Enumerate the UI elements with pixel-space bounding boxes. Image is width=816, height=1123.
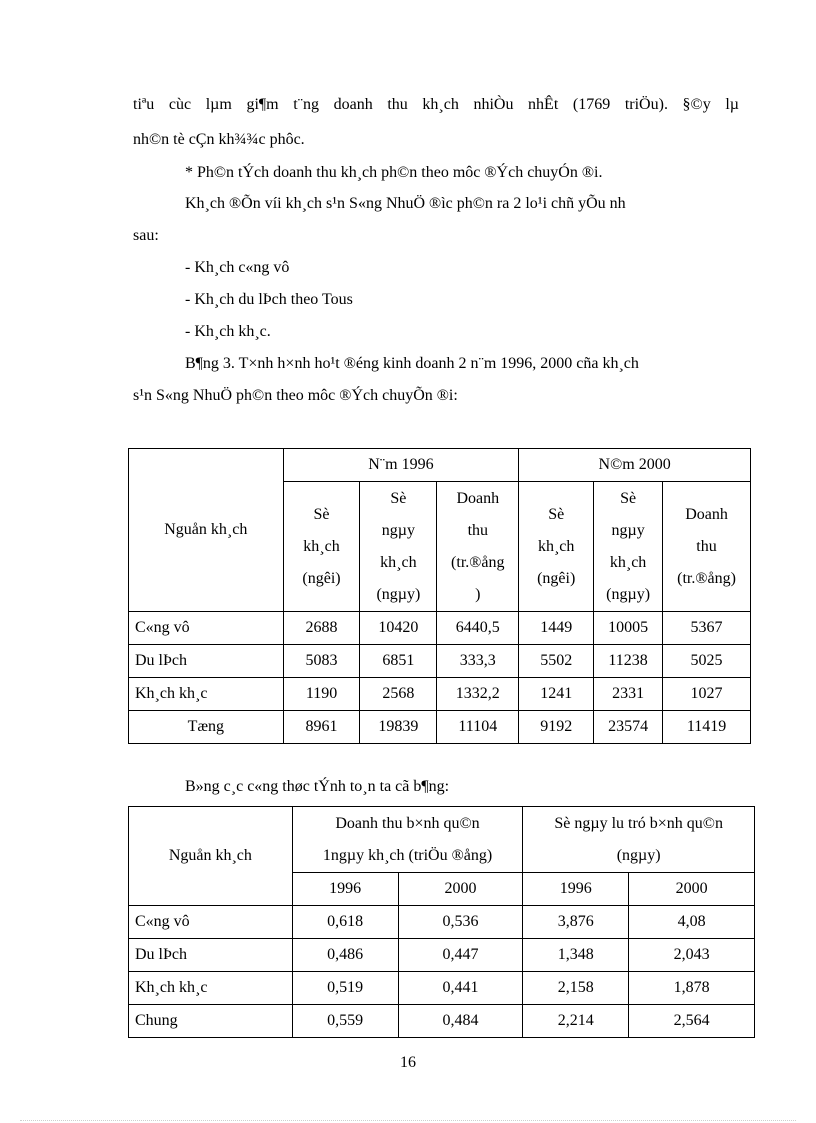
cell: 1241 xyxy=(519,678,594,711)
table-row xyxy=(129,711,751,744)
cell: 0,484 xyxy=(398,1005,523,1038)
cell: 0,536 xyxy=(398,906,523,939)
table-2-caption: B»ng c¸c c«ng thøc tÝnh to¸n ta cã b¶ng: xyxy=(185,778,450,795)
cell: 2,564 xyxy=(629,1005,755,1038)
revenue-header: Doanh thu (tr.®ång) xyxy=(663,482,751,612)
list-item: - Kh¸ch c«ng vô xyxy=(185,259,290,276)
cell: 1,878 xyxy=(629,972,755,1005)
list-item: - Kh¸ch du lÞch theo Tous xyxy=(185,291,353,308)
cell: 3,876 xyxy=(523,906,629,939)
paragraph-1-line-1: tiªu cùc lµm gi¶m t¨ng doanh thu kh¸ch nhiÒu nhÊt (1769 triÖu). §©y lµ xyxy=(133,96,739,113)
table-row xyxy=(129,906,755,939)
cell: 1027 xyxy=(663,678,751,711)
revenue-table xyxy=(128,448,751,744)
source-header: Nguån kh¸ch xyxy=(129,449,284,612)
table-row xyxy=(129,612,751,645)
cell: 0,559 xyxy=(292,1005,398,1038)
cell: 2,043 xyxy=(629,939,755,972)
cell: 5025 xyxy=(663,645,751,678)
year-header: 2000 xyxy=(629,873,755,906)
cell: 333,3 xyxy=(437,645,519,678)
paragraph-1-line-2: nh©n tè cÇn kh¾¾c phôc. xyxy=(133,131,305,148)
year-header: 1996 xyxy=(523,873,629,906)
cell: 2688 xyxy=(283,612,360,645)
cell: 10005 xyxy=(594,612,663,645)
paragraph-3-line-2: sau: xyxy=(133,227,159,244)
cell: 0,486 xyxy=(292,939,398,972)
year-1996-header: N¨m 1996 xyxy=(283,449,519,482)
year-header: 1996 xyxy=(292,873,398,906)
cell: 10420 xyxy=(360,612,437,645)
cell: 4,08 xyxy=(629,906,755,939)
source-header: Nguån kh¸ch xyxy=(129,807,293,906)
cell: 11419 xyxy=(663,711,751,744)
cell: 2,158 xyxy=(523,972,629,1005)
cell: 0,447 xyxy=(398,939,523,972)
row-label: Kh¸ch kh¸c xyxy=(129,972,293,1005)
cell: 0,618 xyxy=(292,906,398,939)
row-label: C«ng vô xyxy=(129,906,293,939)
page-bottom-divider xyxy=(20,1120,796,1121)
cell: 0,441 xyxy=(398,972,523,1005)
cell: 0,519 xyxy=(292,972,398,1005)
cell: 2568 xyxy=(360,678,437,711)
cell: 19839 xyxy=(360,711,437,744)
guest-days-header: Sè ngµy kh¸ch (ngµy) xyxy=(594,482,663,612)
page-number: 16 xyxy=(400,1054,416,1071)
row-label: Kh¸ch kh¸c xyxy=(129,678,284,711)
cell: 11104 xyxy=(437,711,519,744)
year-header: 2000 xyxy=(398,873,523,906)
cell: 23574 xyxy=(594,711,663,744)
list-item: - Kh¸ch kh¸c. xyxy=(185,323,271,340)
table-row xyxy=(129,972,755,1005)
guests-header: Sè kh¸ch (ngêi) xyxy=(283,482,360,612)
cell: 1190 xyxy=(283,678,360,711)
row-label: Chung xyxy=(129,1005,293,1038)
revenue-header: Doanh thu (tr.®ång ) xyxy=(437,482,519,612)
paragraph-3-line-1: Kh¸ch ®Õn víi kh¸ch s¹n S«ng NhuÖ ®ìc ph©n ra 2 lo¹i chñ yÕu nh xyxy=(185,195,626,212)
row-label: Tæng xyxy=(129,711,284,744)
row-label: Du lÞch xyxy=(129,939,293,972)
table-row xyxy=(129,678,751,711)
cell: 2331 xyxy=(594,678,663,711)
table-row xyxy=(129,1005,755,1038)
cell: 5083 xyxy=(283,645,360,678)
paragraph-2: * Ph©n tÝch doanh thu kh¸ch ph©n theo môc ®Ých chuyÓn ®i. xyxy=(185,164,603,181)
cell: 9192 xyxy=(519,711,594,744)
cell: 11238 xyxy=(594,645,663,678)
row-label: Du lÞch xyxy=(129,645,284,678)
guests-header: Sè kh¸ch (ngêi) xyxy=(519,482,594,612)
avg-stay-header: Sè ngµy lu tró b×nh qu©n (ngµy) xyxy=(523,807,755,873)
row-label: C«ng vô xyxy=(129,612,284,645)
table-1-caption-line-2: s¹n S«ng NhuÖ ph©n theo môc ®Ých chuyÕn ®i: xyxy=(133,387,458,404)
table-row xyxy=(129,645,751,678)
year-2000-header: N©m 2000 xyxy=(519,449,751,482)
cell: 1449 xyxy=(519,612,594,645)
cell: 8961 xyxy=(283,711,360,744)
cell: 6440,5 xyxy=(437,612,519,645)
cell: 5502 xyxy=(519,645,594,678)
cell: 5367 xyxy=(663,612,751,645)
table-row xyxy=(129,939,755,972)
average-table xyxy=(128,806,755,1038)
cell: 1,348 xyxy=(523,939,629,972)
avg-revenue-header: Doanh thu b×nh qu©n 1ngµy kh¸ch (triÖu ®ång) xyxy=(292,807,523,873)
guest-days-header: Sè ngµy kh¸ch (ngµy) xyxy=(360,482,437,612)
cell: 2,214 xyxy=(523,1005,629,1038)
table-1-caption-line-1: B¶ng 3. T×nh h×nh ho¹t ®éng kinh doanh 2 n¨m 1996, 2000 cña kh¸ch xyxy=(185,355,639,372)
cell: 1332,2 xyxy=(437,678,519,711)
cell: 6851 xyxy=(360,645,437,678)
